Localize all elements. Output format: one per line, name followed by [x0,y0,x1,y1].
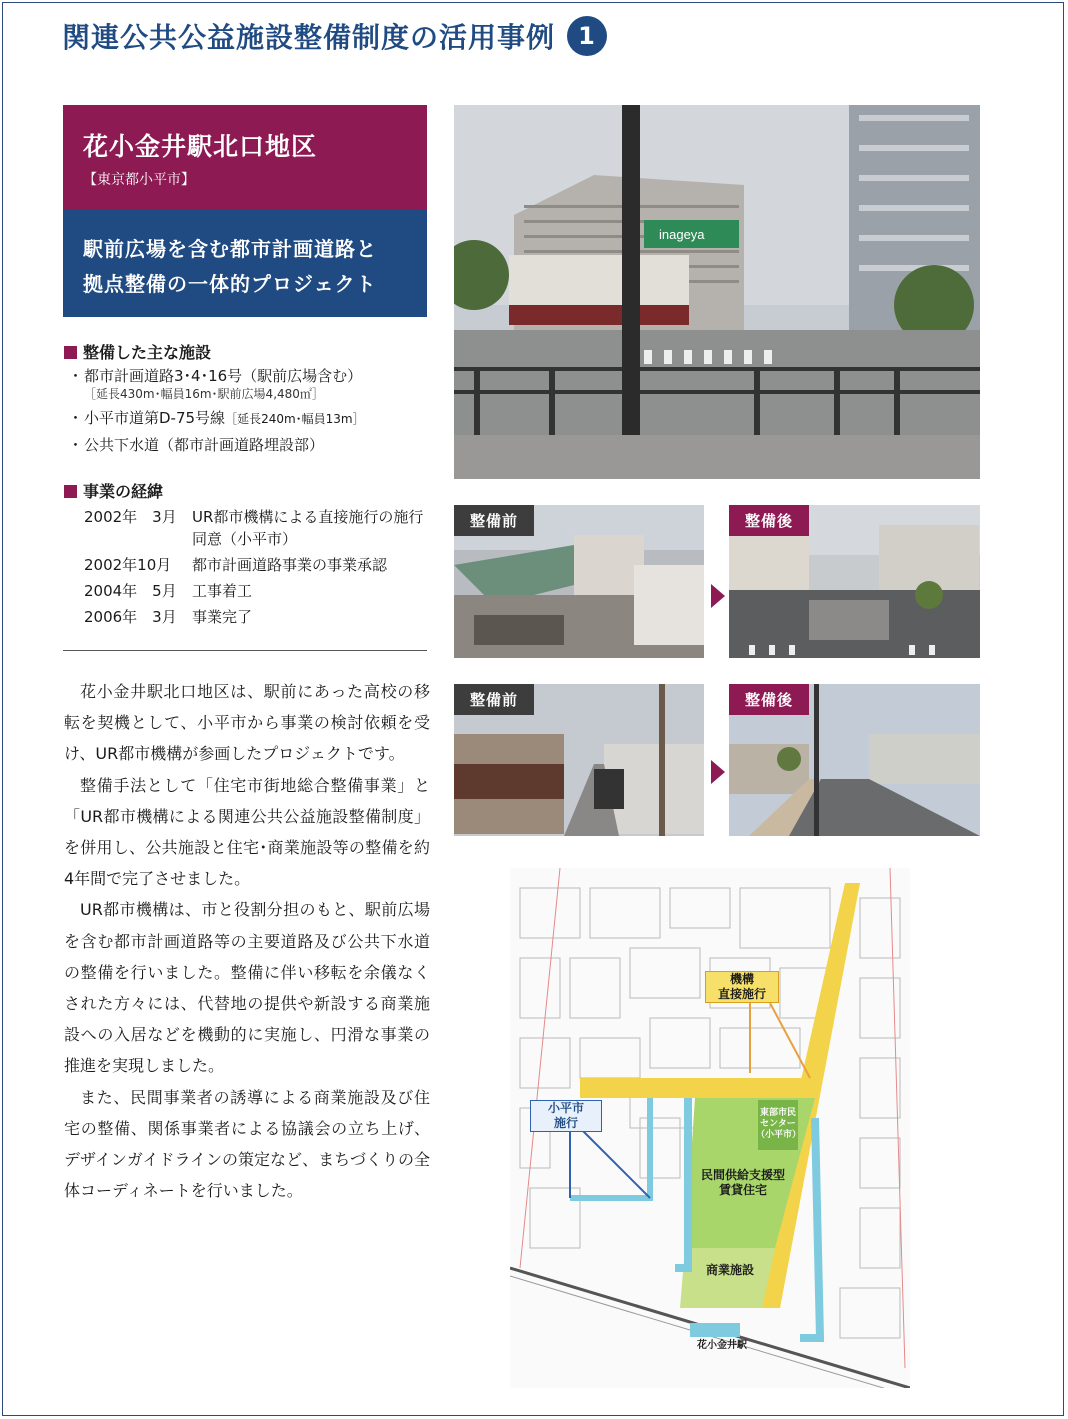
map-label-center: 東部市民センター（小平市） [756,1108,802,1140]
facility-note: ［延長240m･幅員13m］ [225,412,365,426]
facilities-heading-text: 整備した主な施設 [83,343,212,362]
project-subtitle-line2: 拠点整備の一体的プロジェクト [83,272,377,296]
list-item [68,435,428,455]
square-bullet-icon [64,485,77,498]
map-label-commercial: 商業施設 [705,1263,754,1277]
body-paragraph: UR都市機構は、市と役割分担のもと、駅前広場を含む都市計画道路等の主要道路及び公共下水道の整備を行いました。整備に伴い移転を余儀なくされた方々には、代替地の提供や新設する商業施設への入居などを機動的に実施し、円滑な事業の推進を実現しました。 [64,900,430,1076]
history-row [84,554,424,576]
project-name: 花小金井駅北口地区 [83,132,318,161]
divider [63,650,427,651]
history-text: 事業完了 [192,608,253,626]
page-title [62,16,607,59]
arrow-right-icon [711,760,725,784]
store-sign-text: inageya [659,227,705,242]
map-label-text: 民間供給支援型 [700,1168,785,1182]
bullet-icon: ・ [68,367,84,385]
list-item [68,408,428,429]
after-photo-1 [729,505,980,658]
facility-note: ［延長430m･幅員16m･駅前広場4,480㎡］ [84,387,324,401]
history-row [84,606,424,628]
project-name-block [63,105,427,210]
project-header [63,105,427,317]
bullet-icon: ・ [68,436,84,454]
body-paragraph: 整備手法として「住宅市街地総合整備事業」と「UR都市機構による関連公共公益施設整備制度」を併用し、公共施設と住宅･商業施設等の整備を約4年間で完了させました。 [64,775,430,889]
list-item [68,366,428,402]
history-date: 2004年 5月 [84,582,177,600]
facilities-list [68,366,428,461]
facilities-heading [64,340,211,363]
before-tag: 整備前 [454,505,534,536]
before-photo-1 [454,505,704,658]
history-heading-text: 事業の経緯 [83,482,164,501]
history-row [84,506,424,550]
body-paragraph: 花小金井駅北口地区は、駅前にあった高校の移転を契機として、小平市から事業の検討依頼を受け、UR都市機構が参画したプロジェクトです。 [64,682,430,764]
map-label-station: 花小金井駅 [697,1340,747,1351]
page-title-text: 関連公共公益施設整備制度の活用事例 [62,21,556,54]
map-label-text: 小平市 [547,1101,584,1115]
map-label-text: 賃貸住宅 [718,1183,767,1197]
case-number-badge: 1 [567,16,607,56]
bullet-icon: ・ [68,409,84,427]
map-label-ur-direct [705,971,779,1003]
square-bullet-icon [64,346,77,359]
before-tag: 整備前 [454,684,534,715]
after-tag: 整備後 [729,505,809,536]
site-map [510,868,910,1388]
facility-text: 公共下水道（都市計画道路埋設部） [84,436,325,454]
map-label-text: 施行 [553,1116,578,1130]
history-date: 2006年 3月 [84,608,177,626]
map-label-text: 機構 [729,972,754,986]
arrow-right-icon [711,584,725,608]
before-photo-2 [454,684,704,836]
history-row [84,580,424,602]
history-text: UR都市機構による直接施行の施行同意（小平市） [192,508,424,548]
history-list [84,506,424,632]
project-subtitle-line1: 駅前広場を含む都市計画道路と [83,237,377,261]
facility-text: 都市計画道路3･4･16号（駅前広場含む） [84,367,363,385]
history-text: 都市計画道路事業の事業承認 [192,556,388,574]
project-subtitle-block [63,210,427,317]
history-date: 2002年10月 [84,556,172,574]
project-location: 【東京都小平市】 [83,172,195,188]
after-photo-2 [729,684,980,836]
history-date: 2002年 3月 [84,508,177,526]
facility-text: 小平市道第D-75号線 [84,409,226,427]
map-label-housing [693,1168,793,1198]
main-photo [454,105,980,479]
body-text [64,676,430,1206]
after-tag: 整備後 [729,684,809,715]
history-text: 工事着工 [192,582,253,600]
map-label-city [530,1100,602,1132]
history-heading [64,479,163,502]
map-label-text: 直接施行 [717,987,766,1001]
body-paragraph: また、民間事業者の誘導による商業施設及び住宅の整備、関係事業者による協議会の立ち上げ、デザインガイドラインの策定など、まちづくりの全体コーディネートを行いました。 [64,1087,430,1201]
